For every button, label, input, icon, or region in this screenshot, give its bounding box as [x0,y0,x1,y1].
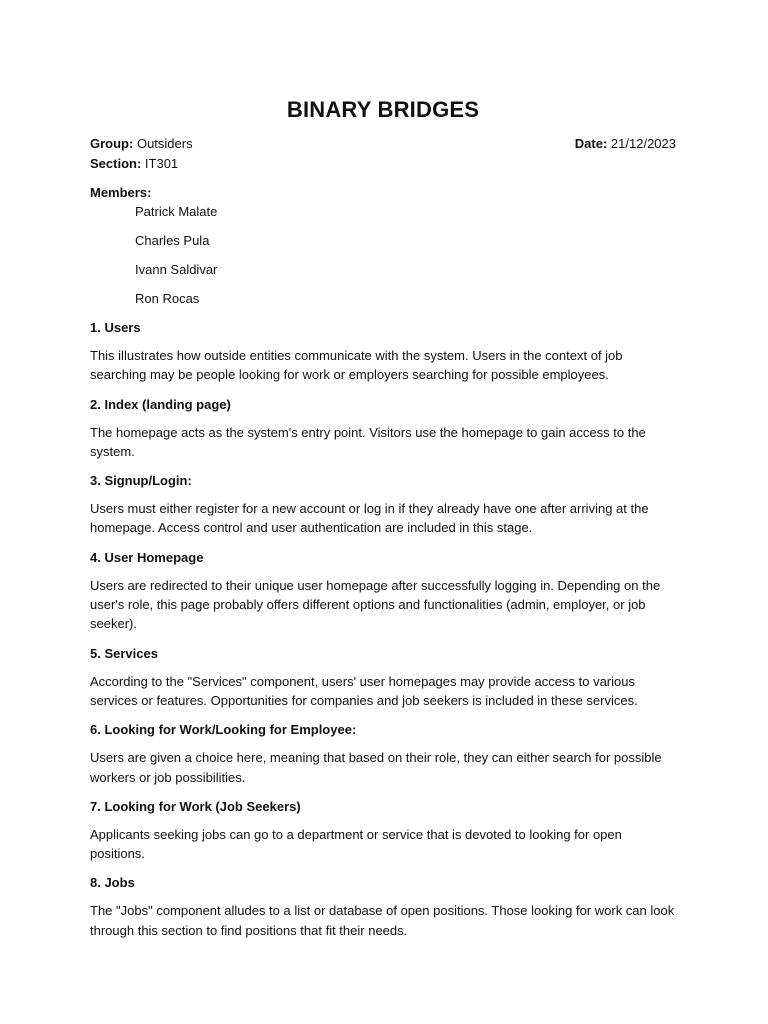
section-heading: 3. Signup/Login: [90,473,192,489]
section-value: IT301 [144,156,179,171]
meta-row-section [90,154,676,174]
section-heading: 5. Services [90,645,158,661]
section-label: Section: [90,156,142,171]
section-heading: 1. Users [90,320,141,335]
date-value: 21/12/2023 [610,136,676,151]
member-item: Ron Rocas [135,291,200,306]
member-item: Charles Pula [135,233,210,248]
group-value: Outsiders [136,136,193,151]
section-heading: 4. User Homepage [90,549,204,565]
group-label: Group: [90,136,134,151]
document-title: BINARY BRIDGES [286,97,480,122]
section-heading: 6. Looking for Work/Looking for Employee: [90,722,357,738]
meta-row-group-date [90,134,676,154]
section-body: Users are given a choice here, meaning that based on their role, they can either search for possible workers or job possibilities. [90,750,662,785]
section-body: Users must either register for a new account or log in if they already have one after arriving at the homepage. Access control and user authentication are included in this stage. [90,501,649,536]
section-field [90,154,178,174]
group-field [90,134,193,154]
section-body: Applicants seeking jobs can go to a department or service that is devoted to looking for open positions. [90,826,622,862]
members-label: Members: [90,185,152,200]
member-list [90,202,676,318]
document-meta [90,134,676,174]
section-heading: 8. Jobs [90,875,135,891]
section-heading: 7. Looking for Work (Job Seekers) [90,798,301,814]
date-field [575,134,676,154]
date-label: Date: [574,136,608,151]
member-item: Ivann Saldivar [135,262,218,277]
document-sections [90,318,676,940]
section-body: According to the "Services" component, users' user homepages may provide access to various services or features. Opportunities for companies and job seekers is included in these services. [90,673,638,708]
member-item: Patrick Malate [135,204,218,219]
section-body: The "Jobs" component alludes to a list or database of open positions. Those looking for work can look through this section to find positions that fit their needs. [90,903,675,938]
section-body: Users are redirected to their unique user homepage after successfully logging in. Depending on the user's role, this page probably offers different options and functionalities (admin, employer, or job seeker). [90,577,661,632]
members-block [90,183,676,318]
section-body: The homepage acts as the system's entry point. Visitors use the homepage to gain access to the system. [90,424,646,459]
section-heading: 2. Index (landing page) [90,396,231,412]
section-body: This illustrates how outside entities communicate with the system. Users in the context of job searching may be people looking for work or employers searching for possible employees. [90,348,623,383]
